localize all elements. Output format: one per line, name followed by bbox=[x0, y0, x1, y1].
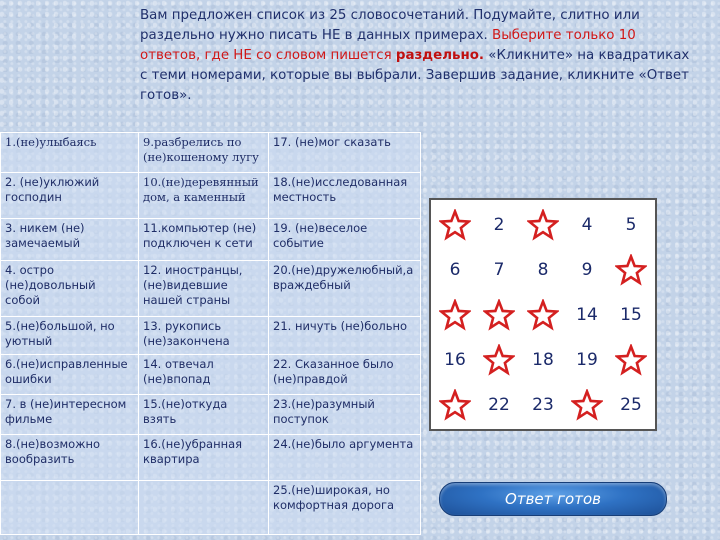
grid-cell[interactable] bbox=[521, 202, 565, 247]
table-row bbox=[1, 395, 421, 435]
star-icon bbox=[571, 389, 603, 421]
grid-cell[interactable] bbox=[565, 292, 609, 337]
grid-cell[interactable] bbox=[565, 382, 609, 427]
phrase-cell: 20.(не)дружелюбный,а враждебный bbox=[269, 261, 421, 317]
phrase-cell: 12. иностранцы, (не)видевшие нашей страны bbox=[139, 261, 269, 317]
grid-cell[interactable] bbox=[565, 247, 609, 292]
phrase-cell: 19. (не)веселое событие bbox=[269, 219, 421, 261]
phrase-cell: 1.(не)улыбаясь bbox=[1, 133, 139, 173]
grid-cell-number: 15 bbox=[620, 304, 642, 325]
grid-cell[interactable] bbox=[433, 292, 477, 337]
phrase-cell: 3. никем (не) замечаемый bbox=[1, 219, 139, 261]
grid-cell-number: 25 bbox=[620, 394, 642, 415]
phrase-cell: 17. (не)мог сказать bbox=[269, 133, 421, 173]
grid-cell[interactable] bbox=[433, 202, 477, 247]
grid-cell[interactable] bbox=[433, 337, 477, 382]
phrase-cell: 7. в (не)интересном фильме bbox=[1, 395, 139, 435]
phrase-cell: 8.(не)возможно вообразить bbox=[1, 435, 139, 481]
phrase-cell: 24.(не)было аргумента bbox=[269, 435, 421, 481]
table-row bbox=[1, 355, 421, 395]
grid-cell-number: 19 bbox=[576, 349, 598, 370]
phrase-cell bbox=[1, 481, 139, 535]
table-row bbox=[1, 481, 421, 535]
table-row bbox=[1, 133, 421, 173]
phrase-cell: 5.(не)большой, но уютный bbox=[1, 317, 139, 355]
phrase-cell: 16.(не)убранная квартира bbox=[139, 435, 269, 481]
grid-cell[interactable] bbox=[477, 382, 521, 427]
phrase-cell: 21. ничуть (не)больно bbox=[269, 317, 421, 355]
table-row bbox=[1, 219, 421, 261]
grid-cell-number: 6 bbox=[449, 259, 461, 280]
grid-cell[interactable] bbox=[433, 247, 477, 292]
star-icon bbox=[527, 209, 559, 241]
grid-cell[interactable] bbox=[477, 337, 521, 382]
grid-cell-number: 2 bbox=[493, 214, 505, 235]
phrase-cell: 2. (не)уклюжий господин bbox=[1, 173, 139, 219]
phrase-cell: 6.(не)исправленные ошибки bbox=[1, 355, 139, 395]
phrase-cell: 4. остро (не)довольный собой bbox=[1, 261, 139, 317]
phrase-cell: 15.(не)откуда взять bbox=[139, 395, 269, 435]
phrase-cell: 9.разбрелись по (не)кошеному лугу bbox=[139, 133, 269, 173]
instructions-part3: раздельно. bbox=[395, 48, 485, 63]
grid-cell-number: 16 bbox=[444, 349, 466, 370]
grid-cell-number: 14 bbox=[576, 304, 598, 325]
star-icon bbox=[527, 299, 559, 331]
phrase-cell: 23.(не)разумный поступок bbox=[269, 395, 421, 435]
star-icon bbox=[615, 254, 647, 286]
table-row bbox=[1, 173, 421, 219]
phrase-cell: 25.(не)широкая, но комфортная дорога bbox=[269, 481, 421, 535]
star-icon bbox=[615, 344, 647, 376]
grid-cell[interactable] bbox=[521, 382, 565, 427]
instructions-part4: «Кликните» на квадратиках с теми номерами, которые вы выбрали. Завершив задание, кликните «Ответ готов». bbox=[140, 48, 690, 103]
grid-cell-number: 23 bbox=[532, 394, 554, 415]
grid-cell[interactable] bbox=[565, 337, 609, 382]
grid-cell[interactable] bbox=[609, 382, 653, 427]
star-icon bbox=[483, 344, 515, 376]
phrase-cell bbox=[139, 481, 269, 535]
phrase-cell: 22. Сказанное было (не)правдой bbox=[269, 355, 421, 395]
grid-cell-number: 22 bbox=[488, 394, 510, 415]
grid-cell-number: 18 bbox=[532, 349, 554, 370]
phrase-cell: 11.компьютер (не) подключен к сети bbox=[139, 219, 269, 261]
grid-cell-number: 4 bbox=[581, 214, 593, 235]
table-row bbox=[1, 317, 421, 355]
phrase-cell: 18.(не)исследованная местность bbox=[269, 173, 421, 219]
instructions-text bbox=[140, 6, 700, 106]
grid-cell[interactable] bbox=[609, 292, 653, 337]
instructions-part2: Выберите только 10 ответов, где НЕ со словом пишется bbox=[140, 28, 636, 63]
word-table bbox=[0, 132, 421, 535]
grid-cell[interactable] bbox=[477, 292, 521, 337]
grid-cell[interactable] bbox=[521, 292, 565, 337]
grid-cell[interactable] bbox=[609, 247, 653, 292]
grid-cell-number: 7 bbox=[493, 259, 505, 280]
phrase-cell: 13. рукопись (не)закончена bbox=[139, 317, 269, 355]
grid-cell[interactable] bbox=[477, 202, 521, 247]
phrase-cell: 10.(не)деревянный дом, а каменный bbox=[139, 173, 269, 219]
answer-grid bbox=[429, 198, 657, 431]
grid-cell[interactable] bbox=[433, 382, 477, 427]
grid-cell-number: 5 bbox=[625, 214, 637, 235]
star-icon bbox=[483, 299, 515, 331]
grid-cell[interactable] bbox=[609, 337, 653, 382]
grid-cell[interactable] bbox=[565, 202, 609, 247]
grid-cell-number: 8 bbox=[537, 259, 549, 280]
grid-cell[interactable] bbox=[521, 337, 565, 382]
answer-ready-button[interactable]: Ответ готов bbox=[439, 482, 667, 516]
grid-cell[interactable] bbox=[477, 247, 521, 292]
table-row bbox=[1, 261, 421, 317]
table-row bbox=[1, 435, 421, 481]
star-icon bbox=[439, 209, 471, 241]
star-icon bbox=[439, 389, 471, 421]
star-icon bbox=[439, 299, 471, 331]
grid-cell-number: 9 bbox=[581, 259, 593, 280]
phrase-cell: 14. отвечал (не)впопад bbox=[139, 355, 269, 395]
grid-cell[interactable] bbox=[521, 247, 565, 292]
instructions-part1: Вам предложен список из 25 словосочетаний. Подумайте, слитно или раздельно нужно писать НЕ в данных примерах. bbox=[140, 8, 640, 43]
grid-cell[interactable] bbox=[609, 202, 653, 247]
